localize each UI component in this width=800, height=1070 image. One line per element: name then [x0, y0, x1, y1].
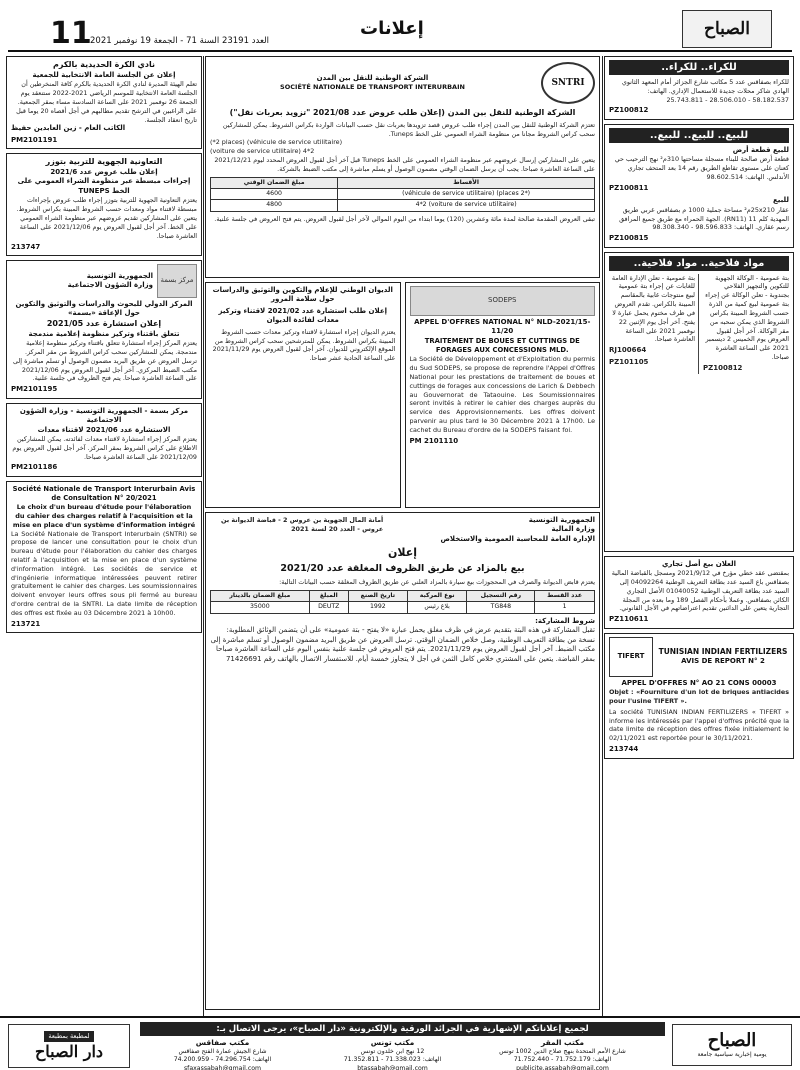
center-subtitle: الاستشارة عدد 2021/06 لاقتناء معدات	[37, 425, 171, 434]
footer-office-phone: الهاتف: 71.752.179 - 71.752.440	[513, 1056, 612, 1064]
club-signature: الكاتب العام - زين العابدين حفيظ	[11, 124, 126, 133]
auction-dept: الإدارة العامة للمحاسبة العمومية والاستخلاص	[440, 534, 595, 543]
table-header: تاريخ الصنع	[348, 590, 407, 601]
section-title: إعلانات	[360, 18, 424, 39]
footer-office-phone: الهاتف: 74.296.754 - 74.200.959	[173, 1056, 272, 1064]
club-ref: PM2101191	[11, 135, 58, 144]
farm-ads	[604, 252, 794, 552]
auction-body: تقبل المشاركة في هذه البتة بتقديم عرض في ظرف مغلق يحمل عبارة «لا يفتح - بتة عمومية» على أن يتضمن الوثائق المطلوبة: نسخة من بطاقة التعريف الوطنية، وصل خلاص الضمان الوقتي. ترسل العروض عن طريق البريد مضمون الوصول أو تسلم مباشرة إلى مكتب الضبط. آخر أجل لقبول العروض يوم 2021/11/29. يتم فتح العروض في جلسة علنية بنفس اليوم على الساعة العاشرة صباحا بمقر القباضة. يتعين على المشتري خلاص كامل الثمن في أجل لا يتجاوز خمسة أيام. للاستفسار الاتصال بالهاتف رقم 71426691	[210, 625, 595, 663]
club-ad	[6, 56, 202, 149]
sntri-org-ar: الشركة الوطنية للنقل بين المدن	[316, 73, 429, 82]
farm-ref-b: RJ100664	[609, 346, 647, 355]
page-number: 11	[50, 16, 92, 51]
license-text: بمقتضى عقد خطي مؤرخ في 2021/9/12 ومسجل بالقباضة المالية بصفاقس باع السيد عدد بطاقة التعريف الوطنية 04092264 إلى السيد عدد بطاقة التعريف الوطنية 01040052 الأصل التجاري الكائن بصفاقس. وعملا بأحكام الفصل 189 وما بعده من المجلة التجارية يتعين على الدائنين تقديم اعتراضاتهم في الأجل القانوني.	[611, 569, 789, 613]
license-ref: PZ110611	[609, 615, 649, 624]
sntri-org-fr: SOCIÉTÉ NATIONALE DE TRANSPORT INTERURBAIN	[280, 83, 465, 92]
sntri-body2: يتعين على المشاركين إرسال عروضهم عبر منظومة الشراء العمومي على الخط Tuneps قبل آخر أجل لقبول العروض المحدد ليوم 2021/12/21 على الساعة العاشرة صباحا. يجب أن يرسل الضمان الوقتي مضمون الوصول أو يسلم مباشرة إلى مكتب الضبط بالشركة.	[214, 156, 595, 173]
column-divider	[203, 56, 204, 1016]
tifert-object: Objet : «Fourniture d'un lot de briques antiacides pour l'usine TIFERT ».	[609, 688, 789, 705]
column-divider	[602, 56, 603, 1016]
farm-ref-c: PZ101105	[609, 357, 649, 366]
cooperative-subtitle-2: إجراءات مبسطة عبر منظومة الشراء العمومي على الخط TUNEPS	[17, 177, 191, 195]
cooperative-title: التعاونية الجهوية للتربية بتوزر	[45, 157, 163, 167]
table-header: عدد القسط	[535, 590, 595, 601]
farm-ref-a: PZ100812	[703, 363, 743, 372]
sntri-body1: تعتزم الشركة الوطنية للنقل بين المدن إجراء طلب عروض قصد تزويدها بعربات نقل حسب البيانات الواردة بكراس الشروط. يمكن للمشاركين سحب كراس الشروط مجانا من منظومة الشراء العمومي على الخط Tuneps.	[222, 120, 595, 138]
footer-office-name: مكتب تونس	[370, 1038, 415, 1047]
page-footer	[0, 1016, 800, 1070]
footer-office-name: مكتب المقر	[540, 1038, 585, 1047]
footer-office-address: شارع الأمم المتحدة بنهج صلاح الدين 1002 تونس	[499, 1048, 626, 1056]
table-header: مبلغ الضمان بالدينار	[211, 590, 310, 601]
cooperative-subtitle: إعلان طلب عروض عدد 2021/6	[50, 168, 158, 177]
footer-office-address: شارع الجيش عمارة الفتح صفاقس	[178, 1048, 267, 1056]
tifert-ad	[604, 633, 794, 759]
rent-heading: للكراء.. للكراء..	[609, 60, 789, 75]
besma-ad	[6, 260, 202, 399]
sntri-row1: (*2 places) (véhicule de service utilitaire)	[210, 138, 343, 147]
besma-ref: PM2101195	[11, 385, 58, 394]
table-header: نوع المركبة	[407, 590, 467, 601]
right-column	[604, 56, 794, 1016]
tifert-title: TUNISIAN INDIAN FERTILIZERS	[658, 646, 788, 656]
tifert-text: La société TUNISIAN INDIAN FERTILIZERS « TIFERT » informe les intéressés par l'appel d'offres précité que la date limite de réception des offres fixée initialement le 02/11/2021 est reportée pour le 30/11/2021.	[609, 707, 789, 743]
farm-text-b: بتة عمومية - تعلن الإدارة العامة للغابات عن إجراء بتة عمومية لبيع منتوجات غابية بالمقاسم المبينة بالكراس. تقدم العروض في ظرف مختوم يحمل عبارة لا يفتح. آخر أجل يوم الإثنين 22 نوفمبر 2021 على الساعة العاشرة صباحا.	[611, 273, 695, 344]
center-consultation-ad	[6, 403, 202, 477]
footer-office	[140, 1038, 305, 1070]
tifert-logo: TIFERT	[609, 637, 653, 677]
cooperative-ref: 213747	[11, 242, 41, 251]
sntri-body3: تبقى العروض المقدمة صالحة لمدة مائة وعشرين (120) يوما ابتداء من اليوم الموالي لآخر أجل لقبول العروض. يتم فتح العروض في جلسة علنية.	[214, 214, 595, 223]
besma-title: إعلان استشارة عدد 2021/05	[46, 318, 162, 328]
sntri-tender	[205, 56, 600, 278]
sale-heading: للبيع.. للبيع.. للبيع..	[609, 128, 789, 143]
sntri-consult-body: La Société Nationale de Transport Interurbain (SNTRI) se propose de lancer une consultation pour le choix d'un bureau d'étude pour l'élaboration du cahier des charges relatif à l'acquisition et la mise en place d'un système d'information intégré. Les sociétés de service et d'ingénierie informatique intéressées peuvent retirer gratuitement le cahier des charges. Les soumissionnaires doivent envoyer leurs offres sous pli fermé au bureau d'ordre central de la SNTRI. La date limite de réception des offres est fixée au 03 Décembre 2021 à 10h00.	[11, 529, 197, 617]
rent-ref: PZ100812	[609, 106, 649, 115]
sodeps-logo: SODEPS	[410, 286, 596, 316]
mid-subcolumns	[205, 282, 600, 512]
footer-office	[310, 1038, 475, 1070]
club-subtitle: إعلان عن الجلسة العامة الانتخابية للجمعية	[32, 70, 176, 79]
tifert-ref: 213744	[609, 745, 639, 754]
road-safety-subtitle: إعلان طلب استشارة عدد 2021/02 لاقتناء وتركيز معدات لفائدة الديوان	[218, 306, 388, 325]
license-heading: العلان بيع أصل تجاري	[661, 559, 736, 568]
auction-office: أمانة المال الجهوية بن عروس 2 - قباضة الديوانة بن عروس - العدد 20 لسنة 2021	[220, 516, 384, 533]
road-safety-title: الديوان الوطني للإعلام والتكوين والتوثيق والدراسات حول سلامة المرور	[212, 286, 393, 304]
sntri-consultation-ad	[6, 481, 202, 633]
footer-office-email[interactable]: sfaxassabah@gmail.com	[183, 1064, 262, 1070]
table-header: المبلغ	[309, 590, 348, 601]
footer-office	[480, 1038, 645, 1070]
footer-office-address: 12 نهج ابن خلدون تونس	[360, 1048, 425, 1056]
farm-text-a: بتة عمومية - الوكالة الجهوية للتكوين والتجهيز الفلاحي بجندوبة - تعلن الوكالة عن إجراء بتة عمومية لبيع كمية من الذرة حسب الشروط المبينة بكراس الشروط الذي يمكن سحبه من مقر الوكالة. آخر أجل لقبول العروض يوم الخميس 2 ديسمبر 2021 على الساعة العاشرة صباحا.	[705, 273, 789, 362]
footer-office-email[interactable]: publicite.assabah@gmail.com	[516, 1064, 609, 1070]
auction-ad	[205, 512, 600, 1010]
sale-ad1-title: للبيع قطعة أرض	[732, 145, 789, 154]
sntri-consult-title: Société Nationale de Transport Interurbain Avis de Consultation N° 20/2021	[12, 484, 196, 503]
auction-conditions-title: شروط المشاركة:	[535, 616, 595, 625]
sale-ad2-text: عقار 25x210م² مساحة جملية 1000 م بصفاقس غربي طريق المهدية كلم 11 (RN11). الجهة الحمراء مع طريق جميع المرافق رسم عقاري. الهاتف: 98.596.833 - 98.308.340	[619, 205, 789, 232]
besma-org: المركز الدولي للبحوث والدراسات والتوثيق والتكوين حول الإعاقة «بسمة»	[15, 299, 193, 318]
footer-logo-name: الصباح	[707, 1030, 757, 1052]
footer-office-email[interactable]: btassabah@gmail.com	[357, 1064, 428, 1070]
sntri-consult-subtitle: Le choix d'un bureau d'étude pour l'élaboration du cahier des charges relatif à l'acquisition et la mise en place d'un système d'information intégré	[12, 503, 196, 529]
besma-logo: مركز بسمة	[157, 264, 197, 298]
farm-heading: مواد فلاحية.. مواد فلاحية..	[609, 256, 789, 271]
rent-ad	[604, 56, 794, 120]
footer-tagline: يومية إخبارية سياسية جامعة	[697, 1051, 767, 1059]
rent-text: للكراء بصفاقس عدد 5 مكاتب شارع الجزائر أمام المعهد الثانوي الهادي شاكر محلات جديدة للاستعمال الإداري. الهاتف: 58.182.537 - 28.506.010 - 25.743.811	[621, 78, 789, 104]
header-rule	[8, 50, 792, 52]
sntri-title: الشركة الوطنية للنقل بين المدن (إعلان طلب عروض عدد 2021/08 "تزويد بعربات نقل")	[229, 108, 576, 117]
footer-stamp	[8, 1024, 130, 1068]
sodeps-fr-body: La Société de Développement et d'Exploitation du permis du Sud SODEPS, se propose de reprendre l'Appel d'Offres National pour les prestations de traitement de boues et cuttings de forages aux concessions de Larich & Debbech au Gouvernorat de Tataouine. Les Soumissionnaires seront invités à retirer le cahier des charges auprès du service des Approvisionnements. Les offres doivent parvenir au plus tard le 30 Décembre 2021 à 17h00. Le cachet du Bureau d'ordre de la SODEPS faisant foi.	[409, 355, 595, 434]
sale-ad2-title: للبيع	[773, 196, 789, 205]
sale-ads	[604, 124, 794, 248]
tifert-appel: APPEL D'OFFRES N° AO 21 CONS 00003	[621, 678, 777, 687]
sntri-consult-ref: 213721	[11, 619, 41, 628]
road-safety-body: يعتزم الديوان إجراء استشارة لاقتناء وتركيز معدات حسب الشروط المبينة بكراس الشروط. يمكن للمترشحين سحب كراس الشروط من الموقع الإلكتروني للديوان. آخر أجل لقبول العروض يوم 2021/11/29 على الساعة الحادية عشر صباحا.	[212, 327, 396, 363]
table-header: الأقساط	[338, 177, 595, 188]
auction-intro: يعتزم قابض الديوانة والصرف في المحجوزات بيع سيارة بالمزاد العلني عن طريق الظروف المغلقة حسب البيانات التالية:	[279, 577, 595, 586]
besma-rep: الجمهورية التونسية	[86, 271, 153, 280]
page-header	[0, 0, 800, 56]
footer-office-name: مكتب صفاقس	[195, 1038, 250, 1047]
center-body: يعتزم المركز إجراء استشارة لاقتناء معدات لفائدته. يمكن للمشاركين الاطلاع على كراس الشروط بمقر المركز. آخر أجل لقبول العروض يوم 2021/12/09 على الساعة العاشرة صباحا.	[12, 434, 197, 461]
footer-office-phone: الهاتف: 71.338.023 - 71.352.811	[343, 1056, 442, 1064]
sale-ad1-text: قطعة أرض صالحة للبناء مسجلة مساحتها 310م² نهج الترحيب حي كعنان على مستوى تقاطع الطريق رقم 14 بعد المتحف تجاري الأندلس. الهاتف: 98.602.514	[614, 155, 789, 182]
sodeps-fr-sub: TRAITEMENT DE BOUES ET CUTTINGS DE FORAGES AUX CONCESSIONS MLD.	[424, 336, 580, 355]
sntri-row2: (voiture de service utilitaire) 4*2	[210, 147, 315, 156]
table-header: رقم التسجيل	[467, 590, 535, 601]
auction-subtitle: بيع بالمزاد عن طريق الظروف المغلقة عدد 2021/20	[280, 563, 525, 575]
table-header: مبلغ الضمان الوقتي	[211, 177, 338, 188]
auction-title: إعلان	[387, 546, 418, 560]
newspaper-logo: الصباح	[682, 10, 772, 48]
footer-logo	[672, 1024, 792, 1066]
road-safety-ad	[205, 282, 401, 508]
issue-line: العدد 23191 السنة 71 - الجمعة 19 نوفمبر 2021	[90, 36, 270, 46]
auction-ministry: وزارة المالية	[551, 525, 595, 534]
guarantee-table	[210, 177, 595, 212]
center-ref: PM2101186	[11, 463, 58, 472]
besma-subtitle: تتعلق باقتناء وتركيز منظومة إعلامية مندمجة	[28, 329, 180, 338]
footer-contact-bar: لجميع إعلاناتكم الإشهارية في الجرائد الورقية والإلكترونية «دار الصباح»، يرجى الاتصال بـ:	[140, 1022, 665, 1036]
besma-ministry: وزارة الشؤون الاجتماعية	[67, 280, 153, 289]
license-ad	[604, 556, 794, 629]
left-column	[6, 56, 202, 1016]
sodeps-fr-title: APPEL D'OFFRES NATIONAL N° NLD-2021/15-11/20	[414, 318, 591, 336]
sale-ad2-ref: PZ100815	[609, 234, 649, 243]
club-title: نادي الكرة الحديدية بالكرم	[52, 60, 155, 69]
sntri-logo: SNTRI	[541, 62, 595, 104]
table-row: (*2 places) (véhicule de service utilitaire) 4600	[211, 189, 595, 200]
sodeps-ad	[405, 282, 601, 508]
sale-ad1-ref: PZ100811	[609, 183, 649, 192]
club-body: تعلم الهيئة المديرة لنادي الكرة الحديدية بالكرم كافة المنخرطين أن الجلسة العامة الانتخابية للموسم الرياضي 2021-2022 ستنعقد يوم الجمعة 26 نوفمبر 2021 على الساعة السادسة مساء بمقر الجمعية. على الراغبين في الترشح تقديم مطالبهم في أجل أقصاه 20 يوما قبل تاريخ انعقاد الجلسة.	[16, 80, 197, 124]
footer-stamp-top: لمطبعة بمطبعة	[44, 1031, 93, 1042]
tifert-subtitle: AVIS DE REPORT N° 2	[681, 657, 765, 665]
center-title: مركز بسمة - الجمهورية التونسية - وزارة الشؤون الاجتماعية	[19, 406, 189, 425]
footer-stamp-bottom: دار الصباح	[34, 1041, 104, 1061]
cooperative-body: يعتزم التعاونية الجهوية للتربية بتوزر إجراء طلب عروض بإجراءات مبسطة لاقتناء مواد ومعدات حسب الشروط المبينة بكراس الشروط. يتعين على المشاركين تقديم عروضهم عبر منظومة الشراء العمومي على الخط. آخر أجل لقبول العروض يوم 2021/12/06 على الساعة العاشرة صباحا.	[16, 196, 197, 240]
auction-rep: الجمهورية التونسية	[528, 516, 595, 524]
besma-body: يعتزم المركز إجراء استشارة تتعلق باقتناء وتركيز منظومة إعلامية مندمجة. يمكن للمشاركين سحب كراس الشروط من مقر المركز. ترسل العروض عن طريق البريد مضمون الوصول أو تسلم مباشرة إلى مكتب الضبط المركزي. آخر أجل لقبول العروض يوم 2021/12/06 على الساعة العاشرة صباحا. يتم فتح الظروف في جلسة علنية.	[12, 339, 197, 383]
auction-table	[210, 590, 595, 614]
sodeps-ref: PM 2101110	[409, 436, 459, 445]
cooperative-ad	[6, 153, 202, 256]
table-row: 1 TG848 بلاغ رئيس 1992 DEUTZ 35000	[211, 602, 595, 613]
middle-column	[205, 56, 600, 1016]
table-row: (voiture de service utilitaire) 4*2 4800	[211, 200, 595, 211]
